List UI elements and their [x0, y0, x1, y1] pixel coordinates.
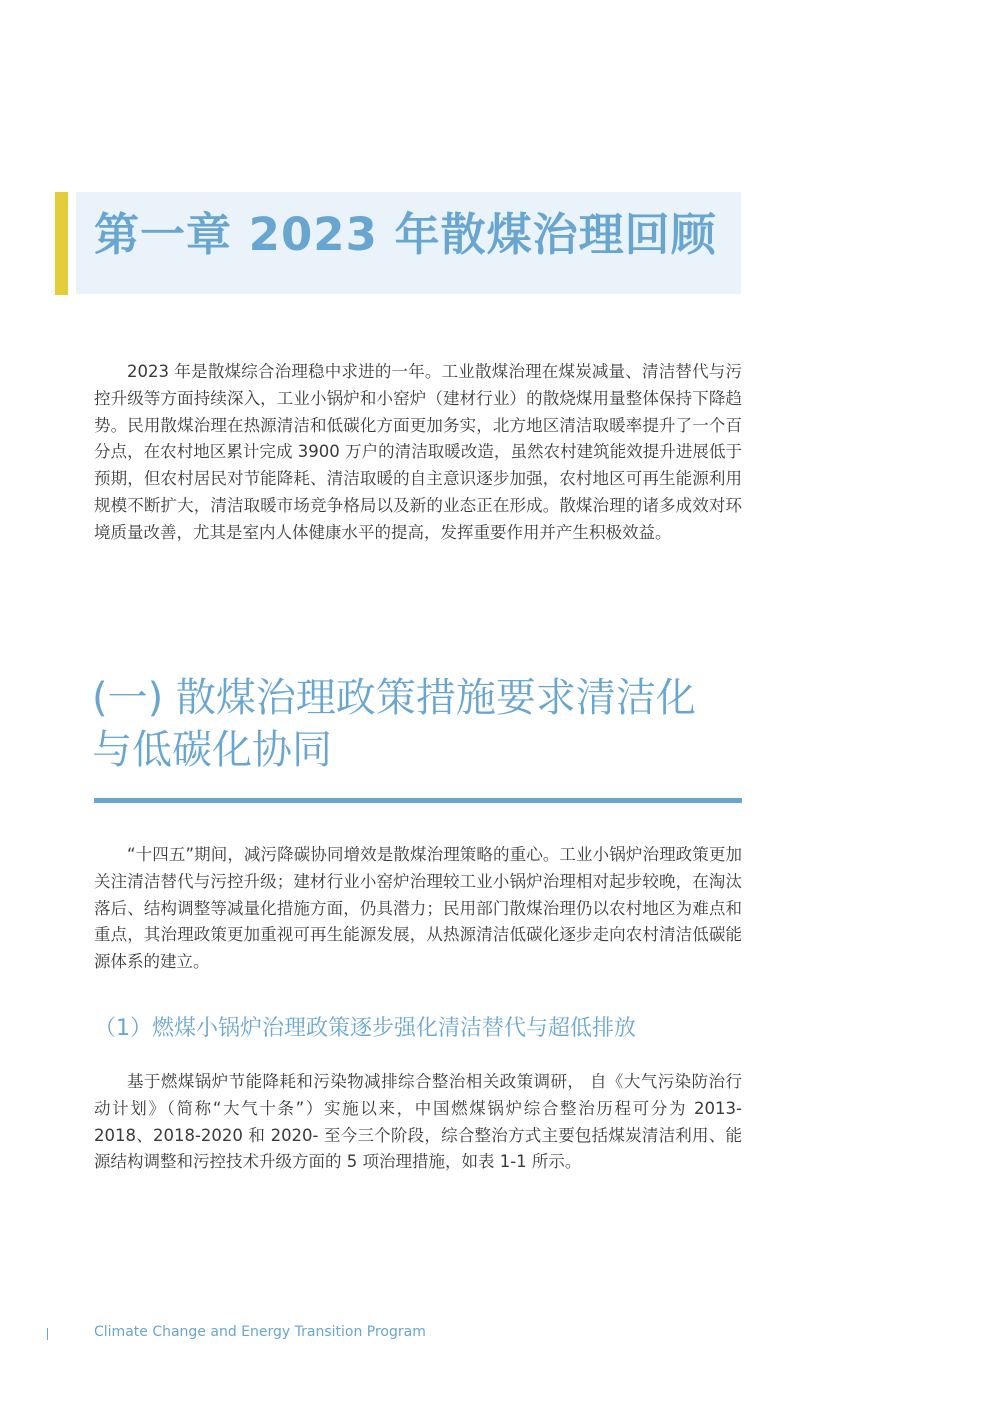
subsection-paragraph: 基于燃煤锅炉节能降耗和污染物减排综合整治相关政策调研， 自《大气污染防治行动计划》（简称“大气十条”）实施以来，中国燃煤锅炉综合整治历程可分为 2013-2018、2018-2020 和 2020- 至今三个阶段，综合整治方式主要包括煤炭清洁利用、能源结构调整和污控技术升级方面的 5 项治理措施，如表 1-1 所示。: [94, 1072, 742, 1172]
footer-program-name: Climate Change and Energy Transition Program: [94, 1324, 426, 1340]
chapter-accent-bar: [55, 192, 68, 295]
subsection-title: （1）燃煤小锅炉治理政策逐步强化清洁替代与超低排放: [94, 1016, 636, 1041]
intro-paragraph: 2023 年是散煤综合治理稳中求进的一年。工业散煤治理在煤炭减量、清洁替代与污控升级等方面持续深入，工业小锅炉和小窑炉（建材行业）的散烧煤用量整体保持下降趋势。民用散煤治理在热源清洁和低碳化方面更加务实，北方地区清洁取暖率提升了一个百分点，在农村地区累计完成 3900 万户的清洁取暖改造，虽然农村建筑能效提升进展低于预期，但农村居民对节能降耗、清洁取暖的自主意识逐步加强，农村地区可再生能源利用规模不断扩大，清洁取暖市场竞争格局以及新的业态正在形成。散煤治理的诸多成效对环境质量改善，尤其是室内人体健康水平的提高，发挥重要作用并产生积极效益。: [94, 362, 742, 542]
section-divider: [94, 798, 742, 803]
section-title: (一) 散煤治理政策措施要求清洁化与低碳化协同: [92, 675, 696, 773]
footer-divider: [47, 1328, 48, 1340]
chapter-title: 第一章 2023 年散煤治理回顾: [94, 208, 717, 261]
section-paragraph: “十四五”期间，减污降碳协同增效是散煤治理策略的重心。工业小锅炉治理政策更加关注清洁替代与污控升级；建材行业小窑炉治理较工业小锅炉治理相对起步较晚，在淘汰落后、结构调整等减量化措施方面，仍具潜力；民用部门散煤治理仍以农村地区为难点和重点，其治理政策更加重视可再生能源发展，从热源清洁低碳化逐步走向农村清洁低碳能源体系的建立。: [94, 845, 742, 972]
